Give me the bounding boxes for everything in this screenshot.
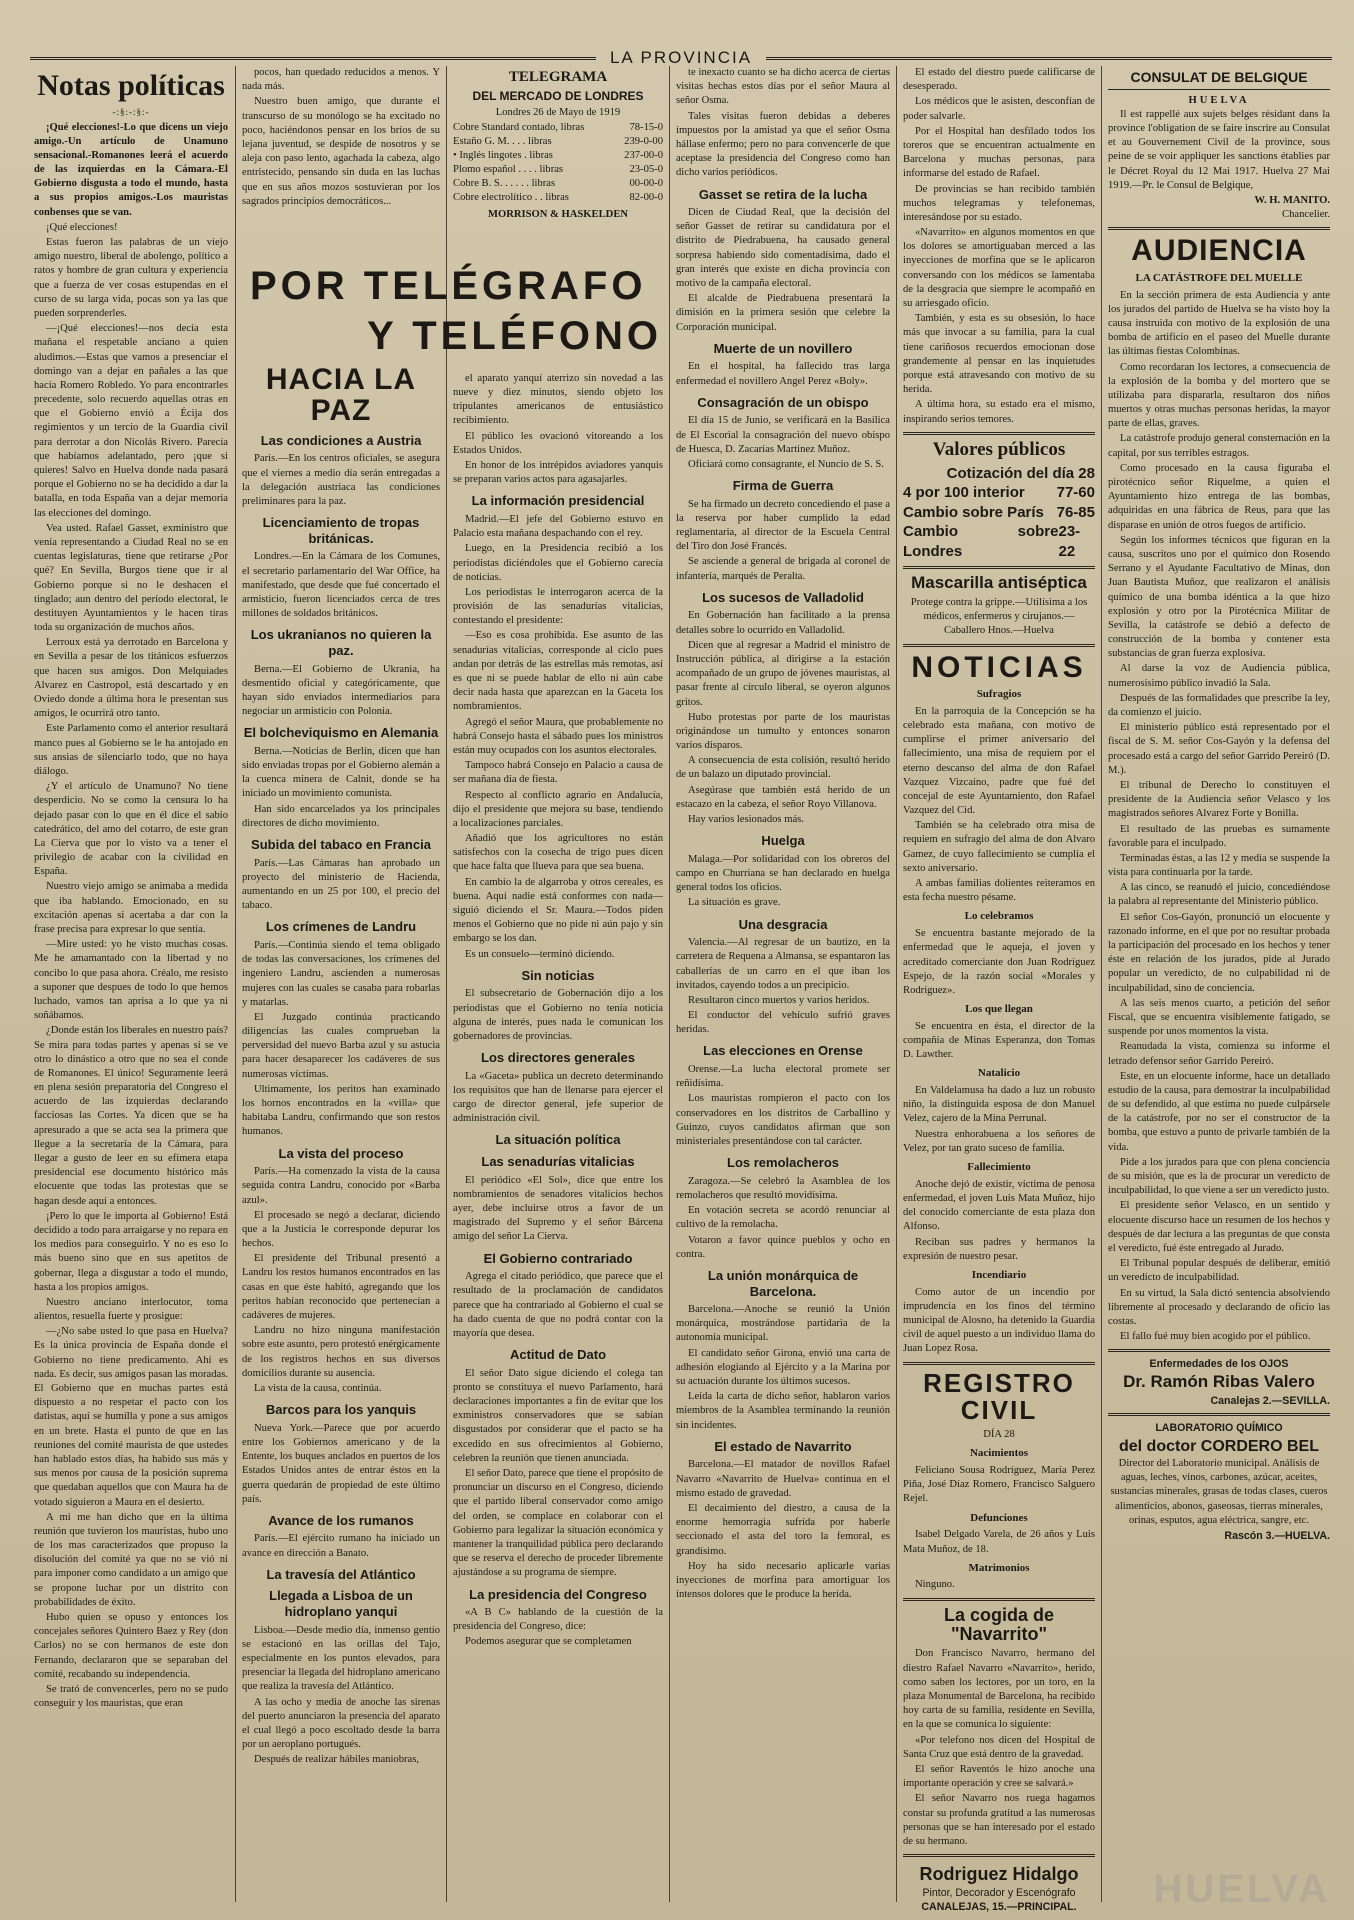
valores-title: Valores públicos	[932, 438, 1066, 460]
paragraph: Los mauristas rompieron el pacto con los conservadores en los distritos de Carballino y Guinzo, cuyos candidatos afirman que son ministeriales presentándose con tal carácter.	[676, 1093, 890, 1147]
paragraph: Por el Hospital han desfilado todos los toreros que se encuentran actualmente en Barcelona y muchas personas, para informarse del estado de Rafael.	[903, 125, 1095, 180]
audiencia-subtitle: LA CATÁSTROFE DEL MUELLE	[1135, 271, 1303, 284]
telegrama-table	[453, 121, 663, 206]
paragraph: La vista de la causa, continúa.	[254, 1382, 382, 1394]
paragraph: Este, en un elocuente informe, hace un detallado estudio de la causa, para demostrar la inculpabilidad de su defendido, al que estima no puede culpársele de la catástrofe, por no ser el constructor de la bomba, que estuvo a punto de privarle también de la vida.	[1108, 1070, 1330, 1153]
ad-name: Rodriguez Hidalgo	[919, 1864, 1079, 1885]
ad-text: Director del Laboratorio municipal. Análisis de aguas, leches, vinos, carbones, azúcar, aceites, sustancias minerales, grasas de todas clases, cueros alimenticios, abonos, gaseosas, tierras minerales, orinas, esputos, agua eléctrica, sangre, etc.	[1110, 1458, 1328, 1526]
col2-body	[242, 452, 440, 1767]
paragraph: En honor de los intrépidos aviadores yanquis se preparan varios actos para agasajarles.	[453, 459, 663, 486]
section-heading: La información presidencial	[471, 493, 645, 509]
paragraph: El subsecretario de Gobernación dijo a los periodistas que el Gobierno no tenía noticia alguna de interés, pues nada le comunican los gobernadores de provincias.	[453, 988, 663, 1042]
paragraph: Valencia.—Al regresar de un bautizo, en la carretera de Requena a Almansa, se espantaron las caballerías de un carro en el que iban los invitados, cayendo todos a un precipicio.	[676, 937, 890, 991]
row-label: Plomo español . . . . libras	[453, 164, 564, 176]
paragraph: —¿No sabe usted lo que pasa en Huelva? Es la única provincia de España donde el Gobierno no tiene predicamento. Ahí es nada. Es decir, sus amigos pasan las moradas. El Gobierno que en muchas partes está dispuesto a no respetar el pacto con los datistas, aquí se humilla y pone a sus amigos en un brete. Hasta el punto de que en las reuniones del comité maurista de que ustedes han hablado estos días, ha habido sus más y sus menos por causa de la posición suprema que quedaban aquellos que con Maura ha de votado siguieron a Maura en el desierto.	[34, 1326, 228, 1508]
cogida-body	[903, 1647, 1095, 1849]
section-heading: Firma de Guerra	[732, 478, 834, 494]
row-value: 23-22	[1058, 523, 1081, 560]
paragraph: Lisboa.—Desde medio día, inmenso gentío se estacionó en las orillas del Tajo, especialmente en los puntos elevados, para presenciar la llegada del hidroplano americano que realiza la travesía del Atlántico.	[242, 1624, 440, 1693]
cogida-title: La cogida de "Navarrito"	[943, 1604, 1055, 1644]
paragraph: Zaragoza.—Se celebró la Asamblea de los remolacheros que resultó movidísima.	[676, 1175, 890, 1201]
paragraph: Hay varios lesionados más.	[688, 814, 804, 826]
paragraph: En la parroquia de la Concepción se ha celebrado esta mañana, con motivo de cumplirse el primer aniversario del fallecimiento, una misa de requiem por el eterno descanso del alma de don Rafael Vazquez Vizcaíno, padre que fué del concejal de este Ayuntamiento, don Rafael Vazquez del Cid.	[903, 705, 1095, 817]
paragraph: El alcalde de Piedrabuena presentará la dimisión en la primera sesión que celebre la Corporación municipal.	[676, 293, 890, 333]
paragraph: París.—Continúa siendo el tema obligado de todas las conversaciones, los crímenes del ingeniero Landru, ascienden a numerosas mujeres con las cuales se casaba para robarlas y matarlas.	[242, 939, 440, 1008]
paragraph: Madrid.—El jefe del Gobierno estuvo en Palacio esta mañana despachando con el rey.	[453, 513, 663, 540]
row-value: 77-60	[1056, 484, 1095, 502]
divider	[1108, 227, 1330, 230]
paragraph: Reanudada la vista, comienza su informe el letrado defensor señor Garrido Pereiró.	[1108, 1041, 1330, 1067]
paragraph: Landru no hizo ninguna manifestación sobre este asunto, pero protestó enérgicamente de los registros hechos en sus diversos domicilios durante su ausencia.	[242, 1325, 440, 1379]
paragraph: ¡Pero lo que le importa al Gobierno! Está decidido a todo para arraigarse y no repara en los medios para conseguirlo. Y no es eso lo más bueno sino que en sus apetitos de gobernar, llega a disgustar a todo el mundo, hasta a los propios amigos.	[34, 1210, 228, 1293]
telegrama-subtitle: DEL MERCADO DE LONDRES	[472, 88, 644, 103]
ad-line: Pintor, Decorador y Escenógrafo	[922, 1887, 1076, 1900]
paragraph: La situación es grave.	[688, 897, 781, 909]
valores-table	[903, 483, 1095, 561]
section-heading: Licenciamiento de tropas británicas.	[262, 515, 420, 546]
section-heading: Sufragios	[976, 688, 1022, 701]
paragraph: Luego, en la Presidencia recibió a los periodistas diciéndoles que el Gobierno carecía de noticias.	[453, 543, 663, 583]
row-label: Estaño G. M. . . . libras	[453, 135, 552, 147]
paragraph: El tribunal de Derecho lo constituyen el presidente de la Audiencia señor Velasco y los magistrados señores Alvarez Forte y Bonilla.	[1108, 779, 1330, 820]
masthead	[30, 48, 1332, 68]
section-heading: Una desgracia	[738, 916, 828, 932]
registro-body	[903, 1446, 1095, 1592]
audiencia-body	[1108, 289, 1330, 1345]
paragraph: París.—Ha comenzado la vista de la causa seguida contra Landru, conocido por «Barba azul».	[242, 1166, 440, 1206]
row-label: Cambio sobre París	[903, 503, 1044, 521]
banner-line-2: Y TELÉFONO	[367, 314, 662, 358]
paragraph: El procesado se negó a declarar, diciendo que a la Justicia le corresponde depurar los hechos.	[242, 1209, 440, 1250]
paragraph: —Mire usted: yo he visto muchas cosas. Me he amamantado con la libertad y no concibo lo que pasa ahora. Créalo, me resisto a suponer que despues de todo lo que hemos luchado, vamos tan aprisa a lo que ya ni soñábamos.	[34, 939, 228, 1022]
paragraph: Después de las formalidades que prescribe la ley, da comienzo el juicio.	[1108, 692, 1330, 719]
ad-name: Dr. Ramón Ribas Valero	[1123, 1372, 1315, 1392]
paragraph: Añadió que los agricultores no están satisfechos con la cosecha de trigo pues dicen que hace falta que llueva para que sea buena.	[453, 833, 663, 873]
divider	[1108, 1349, 1330, 1352]
col2-continuation	[242, 66, 440, 209]
paragraph: Hoy ha sido necesario aplicarle varias inyecciones de morfina para amortiguar los intensos dolores que le produce la herida.	[676, 1560, 890, 1601]
paragraph: Leída la carta de dicho señor, hablaron varios miembros de la Asamblea terminando la reunión sin incidentes.	[676, 1391, 890, 1431]
consulat-signature: W. H. MANITO.	[1254, 195, 1330, 206]
section-heading: Defunciones	[970, 1511, 1028, 1524]
section-heading: Gasset se retira de la lucha	[698, 186, 868, 202]
section-heading: Los ukranianos no quieren la paz.	[250, 627, 432, 658]
section-heading: El estado de Navarrito	[714, 1438, 852, 1454]
paragraph: El día 15 de Junio, se verificará en la Basílica de El Escorial la consagración del nuevo obispo de Huesca, D. Zacarías Martinez Muñoz.	[676, 415, 890, 455]
divider	[903, 1362, 1095, 1365]
paragraph: El señor Navarro nos ruega hagamos constar su profunda gratitud a las numerosas personas que se han interesado por el estado de su hermano.	[903, 1793, 1095, 1847]
row-value: 78-15-0	[629, 121, 663, 133]
paragraph: pocos, han quedado reducidos a menos. Y nada más.	[242, 67, 440, 93]
paragraph: Londres.—En la Cámara de los Comunes, el secretario parlamentario del War Office, ha manifestado, que desde que fué concertado el armisticio, fueron licenciados cerca de tres millones de soldados británicos.	[242, 551, 440, 620]
table-row	[453, 163, 663, 177]
table-row	[453, 177, 663, 191]
column-notas-politicas	[34, 66, 228, 1900]
paragraph: A las seis menos cuarto, a petición del señor Fiscal, que se encuentra visiblemente fatigado, se suspende por unos momentos la vista.	[1108, 997, 1330, 1038]
paragraph: Tales visitas fueron debidas a deberes impuestos por la amistad ya que el señor Osma hállase enfermo; pero no para convencerle de que aceptase la presidencia del Congreso como han dicho varios periódicos.	[676, 110, 890, 179]
paragraph: Según los informes técnicos que figuran en la causa, suscritos uno por el químico don Rosendo Serrano y el Ayudante Facultativo de Minas, don Juan Bautista Muñoz, que realizaron el análisis químico de una bomba idéntica a la que hizo explosión y otro por la Pirotécnica Militar de Sevilla, la catástrofe se debió a defecto de construcción de la bomba y contener esta substancias de gran fuerza explosiva.	[1108, 534, 1330, 660]
section-heading: Los crímenes de Landru	[265, 919, 417, 935]
paragraph: El presidente señor Velasco, en un sentido y elocuente discurso hace un resumen de los hechos y después de dar lectura a las preguntas de que consta el veredicto, fué éste entregado al Jurado.	[1108, 1200, 1330, 1254]
divider	[1108, 89, 1330, 90]
paragraph: Nuestro viejo amigo se animaba a medida que iba hablando. Emocionado, en su excitación apenas si acertaba a dar con la frase precisa para expresar lo que sentía.	[34, 881, 228, 936]
paragraph: Oficiará como consagrante, el Nuncio de S. S.	[688, 458, 884, 470]
ad-top: LABORATORIO QUÍMICO	[1155, 1422, 1283, 1435]
masthead-rule-right	[766, 57, 1332, 60]
paragraph: «Navarrito» en algunos momentos en que los dolores se amortiguaban merced a las inyecciones de morfina que se le aplicaron conversando con los médicos se lamentaba de la desgracia que siempre le acompañó en su arriesgado oficio.	[903, 227, 1095, 309]
paragraph: Nuestra enhorabuena a los señores de Velez, por tan grato suceso de familia.	[903, 1128, 1095, 1154]
divider	[1108, 1413, 1330, 1416]
mascarilla-text: Protege contra la grippe.—Utilísima a los médicos, enfermeros y cirujanos.— Caballero Hnos.—Huelva	[910, 596, 1088, 637]
section-heading: Consagración de un obispo	[697, 394, 869, 410]
paragraph: A ambas familias dolientes reiteramos en esta fecha nuestro pésame.	[903, 878, 1095, 904]
registro-day: DÍA 28	[983, 1429, 1015, 1441]
section-heading: Natalicio	[977, 1067, 1021, 1080]
paragraph: Se ha firmado un decreto concediendo el pase a la reserva por haber cumplido la edad reglamentaria, al director de la Escuela Central del Tiro don José Francés.	[676, 498, 890, 553]
noticias-body	[903, 687, 1095, 1357]
paragraph: El decaimiento del diestro, a causa de la enorme hemorragia sufrida por haberle seccionado el asta del toro la femoral, es grandísimo.	[676, 1502, 890, 1557]
paragraph: Berna.—Noticias de Berlín, dicen que han sido enviadas tropas por el Gobierno alemán a la cuenca minera de Calnit, donde se ha iniciado un movimiento comunista.	[242, 745, 440, 800]
paragraph: En el hospital, ha fallecido tras larga enfermedad el novillero Angel Perez «Boly».	[676, 361, 890, 387]
notas-intro: ¡Qué elecciones!-Lo que dicens un viejo amigo.-Un artículo de Unamuno sensacional.-Romanones leerá el acuerdo de las izquierdas en la Cámara.-El Gobierno disgusta a todo el mundo, hasta a sus propios amigos.-Los mauristas conbenses que se van.	[34, 121, 228, 218]
paragraph: el aparato yanquí aterrizo sin novedad a las nueve y diez minutos, siendo objeto los tripulantes americanos de entusiástico recibimiento.	[453, 372, 663, 427]
paragraph: Vea usted. Rafael Gasset, exministro que venía representando a Ciudad Real no se en cuentas legislaturas, tiene que retirarse ¿Por qué? En Sevilla, Burgos tiene que ir al Gobierno porque si no le deshacen el tinglado; aun dentro del período electoral, le destituyen Ayuntamientos y le hacen tiras toda su organización de muchos años.	[34, 522, 228, 634]
paragraph: También, y esta es su obsesión, lo hace más que invocar a su familia, para la cual tiene cariñosos recuerdos emocionan dose grandemente al pensar en las inquietudes porque está atravesando con motivo de su herida.	[903, 313, 1095, 396]
row-value: 00-00-0	[629, 178, 663, 190]
paragraph: En Gobernación han facilitado a la prensa detalles sobre lo ocurrido en Valladolid.	[676, 610, 890, 636]
paragraph: Han sido encarcelados ya los principales directores de dicho movimiento.	[242, 803, 440, 829]
table-row	[453, 121, 663, 135]
section-heading: Incendiario	[971, 1268, 1027, 1281]
paragraph: te inexacto cuanto se ha dicho acerca de ciertas visitas hechas estos días por el señor Maura al señor Osma.	[676, 67, 890, 107]
paragraph: Paris.—El ejército rumano ha iniciado un avance en dirección a Banato.	[242, 1533, 440, 1559]
paragraph: —Eso es cosa prohibida. Ese asunto de las senadurías vitalicias, corresponde al ciclo pues andan por detrás de las estrellas más remotas, así es que ni se puede hablar de ello ni aún cabe decir nada hasta que aparezcan en la Gaceta los nombramientos.	[453, 630, 663, 713]
section-heading: Sin noticias	[521, 967, 595, 983]
paragraph: A las ocho y media de anoche las sirenas del puerto anunciaron la presencia del aparato el cual llegó a poco escoltado desde la barra por un aeroplano portugués.	[242, 1696, 440, 1751]
paragraph: Como autor de un incendio por imprudencia en los finos del término municipal de Alosno, ha detenido la Guardia civil de aquel puesto a un individuo llama do Juan Lopez Rosa.	[903, 1286, 1095, 1355]
mascarilla-title: Mascarilla antiséptica	[911, 573, 1087, 593]
section-heading: Los remolacheros	[727, 1155, 839, 1171]
ad-address: Rascón 3.—HUELVA.	[1224, 1530, 1330, 1542]
col4-body	[676, 66, 890, 1602]
section-heading: Actitud de Dato	[509, 1347, 607, 1363]
paragraph: El público les ovacionó vitoreando a los Estados Unidos.	[453, 430, 663, 456]
table-row	[453, 149, 663, 163]
paragraph: «A B C» hablando de la cuestión de la presidencia del Congreso, dice:	[453, 1607, 663, 1633]
col3-body	[453, 372, 663, 1650]
column-divider	[896, 66, 897, 1902]
paragraph: El candidato señor Girona, envió una carta de adhesión elogiando al Ejército y a la Marina por su actuación durante los últimos sucesos.	[676, 1347, 890, 1388]
telegrama-date: Londres 26 de Mayo de 1919	[495, 107, 621, 119]
paragraph: El resultado de las pruebas es sumamente favorable para el inculpado.	[1108, 823, 1330, 849]
section-heading: La vista del proceso	[278, 1145, 404, 1161]
paragraph: Barcelona.—Anoche se reunió la Unión monárquica, mostrándose partidaria de la autonomía municipal.	[676, 1304, 890, 1344]
section-heading: La travesía del Atlántico	[266, 1566, 416, 1582]
row-label: 4 por 100 interior	[903, 484, 1025, 502]
column-noticias-nacionales	[676, 66, 890, 1900]
paragraph: A mi me han dicho que en la última reunión que tuvieron los mauristas, hubo uno de los mas caracterizados que propuso la disolución del comité ya que no se vió ni para imponer como candidato a un amigo que se propone luchar por un distrito con probabilidades de éxito.	[34, 1511, 228, 1608]
paragraph: Malaga.—Por solidaridad con los obreros del campo en Churriana se han declarado en huelga general todos los oficios.	[676, 853, 890, 894]
rodriguez-hidalgo-ad	[903, 1862, 1095, 1914]
table-row	[453, 191, 663, 205]
paragraph: ¿Donde están los liberales en nuestro país? Se mira para todas partes y apenas si se ve otro lo dinástico a otro que no sea el conde de Romanones. El único! Seguramente leerá en plena sesión preparatoria del Congreso el acuerdo de las izquierdas declarando facciosas las Cortes. Ya dicen que se ha apresurado a que se acta sea la primera que llegue a la secretaría de la Cámara, para llegar a gusto de leer en su efímera etapa presidencial ese documento histórico más elocuente que todas las protestas que se hagan desde aquí a entonces.	[34, 1025, 228, 1207]
ornament: -:§:-:§:-	[112, 106, 150, 117]
notas-body	[34, 221, 228, 1712]
row-label: Cambio sobre Londres	[903, 523, 1059, 560]
section-heading: Barcos para los yanquis	[265, 1402, 417, 1418]
paragraph: ¿Y el artículo de Unamuno? No tiene desperdicio. No se como la censura lo ha dejado pasar con lo que en él dice el sabio catedrático, del amo del cotarro, de este gran La Cierva que por lo visto va a tener el privilegio de acabar con la civilidad en España.	[34, 781, 228, 878]
section-heading: El bolcheviquismo en Alemania	[243, 725, 439, 741]
paragraph: En su virtud, la Sala dictó sentencia absolviendo libremente al procesado y declarando de oficio las costas.	[1108, 1287, 1330, 1327]
paragraph: En la sección primera de esta Audiencia y ante los jurados del partido de Huelva se ha visto hoy la causa instruida con motivo de la explosión de una bomba de artificio en el paseo del Muelle durante las últimas fiestas Colombinas.	[1108, 289, 1330, 358]
table-row	[903, 503, 1095, 523]
paragraph: Hubo protestas por parte de los mauristas originándose un tumulto y entonces sonaron varios disparos.	[676, 711, 890, 752]
paragraph: El ministerio público está representado por el fiscal de S. M. señor Cos-Gayón y la defensa del procesado está a cargo del señor Garrido Pereiró (D. M.).	[1108, 722, 1330, 776]
laboratorio-ad	[1108, 1421, 1330, 1543]
divider	[903, 644, 1095, 647]
valores-date: Cotización del día 28	[946, 464, 1095, 482]
paragraph: También se ha celebrado otra misa de requiem en sufragio del alma de don Alvaro Gamez, de cuyo fallecimiento se cumplía el sexto aniversario.	[903, 820, 1095, 874]
section-heading: Llegada a Lisboa de un hidroplano yanqui	[269, 1588, 413, 1620]
paragraph: Los médicos que le asisten, desconfían de poder salvarle.	[903, 96, 1095, 122]
section-heading: Nacimientos	[969, 1447, 1029, 1460]
paragraph: El señor Dato, parece que tiene el propósito de pronunciar un discurso en el Congreso, diciendo que el partido liberal conservador como amigo del orden, se complace en colaborar con el Gobierno para legalizar la situación económica y mantener la tranquilidad pública pero declarando que se reserva el derecho de proceder libremente ajustándose a su programa de siempre.	[453, 1468, 663, 1579]
paragraph: Como recordaran los lectores, a consecuencia de la explosión de la bomba y del mortero que se utilizaba para dispararla, resultaron dos niños muertos y otras muchas personas heridas, la mayor parte de ellas, graves.	[1108, 361, 1330, 430]
column-telegrama	[453, 66, 663, 1900]
paragraph: El estado del diestro puede calificarse de desesperado.	[903, 67, 1095, 93]
paragraph: Al darse la voz de Audiencia pública, numerosísimo público invadió la Sala.	[1108, 663, 1330, 689]
row-value: 237-00-0	[624, 149, 663, 161]
paragraph: La «Gaceta» publica un decreto determinando los requisitos que han de llenarse para ejercer el cargo de director general, jefe superior de administración civil.	[453, 1070, 663, 1125]
paragraph: Dicen de Ciudad Real, que la decisión del señor Gasset de retirar su candidatura por el distrito de Piedrabuena, ha causado general sorpresa habiendo sido comentadísima, dado el gran interés que existe en dicha provincia con motivo de la campaña electoral.	[676, 207, 890, 290]
paragraph: «Por telefono nos dicen del Hospital de Santa Cruz que está dentro de la gravedad.	[903, 1734, 1095, 1760]
section-heading: La unión monárquica de Barcelona.	[707, 1267, 859, 1299]
masthead-rule-left	[30, 57, 596, 60]
paragraph: Se asciende a general de brigada al coronel de infantería, marqués de Peralta.	[676, 556, 890, 582]
consulat-title: CONSULAT DE BELGIQUE	[1130, 69, 1308, 85]
notas-politicas-title: Notas políticas	[37, 69, 225, 102]
telegrama-title: TELEGRAMA	[508, 69, 608, 85]
paragraph: Resultaron cinco muertos y varios heridos.	[688, 994, 870, 1006]
consulat-role: Chancelier.	[1282, 209, 1330, 221]
paragraph: El señor Raventós le hizo anoche una importante operación y cree se salvará.»	[903, 1763, 1095, 1790]
table-row	[903, 522, 1095, 561]
watermark: HUELVA	[1153, 1867, 1330, 1911]
row-label: Cobre B. S. . . . . . libras	[453, 178, 556, 190]
row-value: 82-00-0	[629, 192, 663, 204]
audiencia-title: AUDIENCIA	[1131, 234, 1307, 268]
row-value: 239-0-00	[624, 135, 663, 147]
paragraph: Estas fueron las palabras de un viejo amigo nuestro, liberal de abolengo, político a ratos y hombre de gran cultura y experiencia que a fuerza de ver cosas estupendas en el curso de su larga vida, pocas son ya las que pueden sorprenderles.	[34, 237, 228, 319]
paragraph: Terminadas éstas, a las 12 y media se suspende la vista para continuarla por la tarde.	[1108, 852, 1330, 879]
paragraph: Dicen que al regresar a Madrid el ministro de Instrucción pública, al dirigirse a la estación acompañado de un grupo de jóvenes mauristas, al pasar frente al círculo liberal, se oyeron algunos gritos.	[676, 639, 890, 708]
telegrama-signature: MORRISON & HASKELDEN	[487, 208, 629, 220]
paragraph: Se encuentra en ésta, el director de la compañía de Minas Esperanza, don Tomas D. Lawther.	[903, 1020, 1095, 1061]
paragraph: Berna.—El Gobierno de Ukrania, ha desmentido oficial y categóricamente, que hayan sido enviados intermediarios para negociar un armisticio con Polonia.	[242, 663, 440, 718]
paragraph: Como procesado en la causa figuraba el pirotécnico señor Riquelme, a quien el Ayuntamiento hizo entrega de las bombas, adquiridas en una fábrica de Reus, para que las disparase en unión de otros fuegos de artificio.	[1108, 462, 1330, 531]
paragraph: La catástrofe produjo general consternación en la capital, por sus terribles estragos.	[1108, 433, 1330, 459]
paragraph: El fallo fué muy bien acogido por el público.	[1120, 1331, 1311, 1343]
paragraph: Anoche dejó de existir, víctima de penosa enfermedad, el joven Luis Mata Muñoz, hijo del conocido comerciante de esta plaza don Alfonso.	[903, 1178, 1095, 1233]
ad-name: del doctor CORDERO BEL	[1118, 1437, 1319, 1455]
paragraph: El periódico «El Sol», dice que entre los nombramientos de senadores vitalicios hechos ayer, debe incluirse otros a favor de un magistrado del Supremo y el señor Bárcena amigo del señor La Cierva.	[453, 1174, 663, 1243]
section-heading: Las condiciones a Austria	[260, 432, 422, 448]
paragraph: —¡Qué elecciones!—nos decía esta mañana el respetable anciano a quien aludimos.—Estas que vamos a presenciar el domingo van a dejar en pañales a las que hacía Romero Robledo. Yo para encontrarles precedente, solo recuerdo aquellas otras en que el Gobierno envió a Écija dos regimientos y un tercio de la Guardia civil para derrotar a don Nicolás Rivero. Parecía que habíamos adelantado, pero ¡que si quieres! Salvo en Huelva donde nada pasará porque el Gobierno no se ha decidido a dar la batalla, en toda España van a dejar memoria las elecciones del domingo.	[34, 323, 228, 519]
paragraph: Feliciano Sousa Rodríguez, María Perez Piña, José Díaz Romero, Francisco Salguero Rejel.	[903, 1465, 1095, 1505]
column-divider	[1101, 66, 1102, 1902]
section-heading: Avance de los rumanos	[268, 1512, 414, 1528]
section-heading: El Gobierno contrariado	[483, 1250, 633, 1266]
paragraph: El conductor del vehículo sufrió graves heridas.	[676, 1010, 890, 1036]
paragraph: Respecto al conflicto agrario en Andalucía, dijo el presidente que mejora su base, tendiendo a localizaciones parciales.	[453, 789, 663, 829]
paragraph: En cambio la de algarroba y otros cereales, es buena. Aquí nadie está conformes con nada—siguió diciendo el Sr. Maura.—Todos piden menos el Gobierno que no pide ni aún pajo y sin embargo se los dan.	[453, 876, 663, 945]
paragraph: En votación secreta se acordó renunciar al cultivo de la remolacha.	[676, 1205, 890, 1231]
paragraph: Nueva York.—Parece que por acuerdo entre los Gobiernos americano y de la Entente, los buques anclados en puertos de los Estados Unidos antes de entrar éstos en la guerra quedarán de propiedad de este último país.	[242, 1422, 440, 1505]
ojos-ad	[1108, 1357, 1330, 1408]
paragraph: Reciban sus padres y hermanos la expresión de nuestro pesar.	[903, 1236, 1095, 1262]
paragraph: París.—Las Cámaras han aprobado un proyecto del ministerio de Hacienda, aumentando en un 25 por 100, el precio del tabaco.	[242, 857, 440, 912]
masthead-title: LA PROVINCIA	[609, 48, 753, 67]
section-heading: Subida del tabaco en Francia	[251, 837, 431, 852]
col5-continuation	[903, 66, 1095, 427]
consulat-text: Il est rappellé aux sujets belges résidant dans la province l'obligation de se faire inscrire au Consulat et au Gouvernement Civil de la province, sous peine de se voir appliquer les sanctions établies par le Décret Royal du 12 Mai 1917. Huelva 27 Mai 1919.—Pr. le Consul de Belgique,	[1108, 108, 1330, 191]
paragraph: Agrega el citado periódico, que parece que el resultado de la proclamación de candidatos parece que ha contrariado al Gobierno el cual se ha dado cuenta de que no podrá contar con la mayoría que desea.	[453, 1271, 663, 1339]
row-label: Cobre electrolítico . . libras	[453, 192, 569, 204]
ad-address: Canalejas 2.—SEVILLA.	[1210, 1395, 1330, 1408]
paragraph: Pide a los jurados para que con plena conciencia de su misión, que es la de procurar un veredicto de inculpabilidad, lo que viene a ser un veredicto justo.	[1108, 1156, 1330, 1197]
banner-line-1: POR TELÉGRAFO	[250, 264, 647, 308]
paragraph: Nuestro anciano interlocutor, toma alientos, resuella fuerte y prosigue:	[34, 1296, 228, 1323]
paragraph: Ultimamente, los peritos han examinado los hornos encontrados en la «villa» que habitaba Landru, confirmando que son restos humanos.	[242, 1083, 440, 1138]
paragraph: En Valdelamusa ha dado a luz un robusto niño, la distinguida esposa de don Manuel Velez, cajero de la Mina Perrunal.	[903, 1085, 1095, 1125]
paragraph: El presidente del Tribunal presentó a Landru los restos humanos encontrados en las casas en que éste habitó, agregando que los peritos habían reconocido que pertenecían a cadáveres de mujeres.	[242, 1253, 440, 1322]
paragraph: Ninguno.	[915, 1579, 955, 1591]
row-label: Cobre Standard contado, libras	[453, 121, 585, 133]
paragraph: A consecuencia de esta colisión, resultó herido de un balazo un diputado provincial.	[676, 755, 890, 781]
consulat-city: HUELVA	[1188, 94, 1250, 106]
section-heading: Matrimonios	[968, 1561, 1030, 1574]
paragraph: Asegúrase que también está herido de un estacazo en la cabeza, el señor Royo Villanova.	[676, 784, 890, 810]
section-heading: Los directores generales	[481, 1050, 635, 1066]
ad-address: CANALEJAS, 15.—PRINCIPAL.	[921, 1901, 1077, 1914]
paragraph: El Tribunal popular después de deliberar, emitió un veredicto de inculpabilidad.	[1108, 1258, 1330, 1284]
paragraph: Nuestro buen amigo, que durante el transcurso de su monólogo se ha excitado no poco, haciéndonos pensar en los bríos de su lejana juventud, se despide de nosotros y se aleja con paso lento, agachada la cabeza, algo entristecido, pensando sin duda en las luchas que en sus años mozos sostuvieran por los sagrados principios democráticos...	[242, 96, 440, 207]
paragraph: Votaron a favor quince pueblos y ocho en contra.	[676, 1234, 890, 1260]
paragraph: A última hora, su estado era el mismo, inspirando serios temores.	[903, 399, 1095, 425]
column-divider	[669, 66, 670, 1902]
divider	[903, 1854, 1095, 1857]
registro-civil-title: REGISTRO CIVIL	[923, 1367, 1075, 1425]
paragraph: A las cinco, se reanudó el juicio, concediéndose la palabra al representante del Ministerio público.	[1108, 882, 1330, 908]
noticias-title: NOTICIAS	[911, 650, 1087, 684]
paragraph: Orense.—La lucha electoral promete ser reñidísima.	[676, 1064, 890, 1090]
paragraph: Podemos asegurar que se completamen	[465, 1636, 632, 1648]
section-heading: Las elecciones en Orense	[703, 1043, 863, 1059]
row-value: 23-05-0	[629, 164, 663, 176]
section-heading: Las senadurías vitalicias	[481, 1154, 635, 1170]
paragraph: Hubo quien se opuso y entonces los concejales señores Quintero Baez y Rey (don Carlos) no se con hermanos de este don Fernando, declararon que se separaban del comité, recabando su independencia.	[34, 1612, 228, 1680]
paragraph: ¡Qué elecciones!	[46, 221, 118, 233]
divider	[903, 432, 1095, 435]
paragraph: Se trató de convencerles, pero no se pudo conseguir y los mauristas, que eran	[34, 1683, 228, 1710]
section-heading: Los sucesos de Valladolid	[702, 589, 864, 605]
section-heading: La situación política	[495, 1132, 621, 1148]
paragraph: Los periodistas le interrogaron acerca de la provisión de las senadurías vitalicias, contestando el presidente:	[453, 586, 663, 627]
table-row	[903, 483, 1095, 503]
ad-top: Enfermedades de los OJOS	[1149, 1358, 1289, 1371]
column-noticias	[903, 66, 1095, 1914]
paragraph: Don Francisco Navarro, hermano del diestro Rafael Navarro «Navarrito», herido, como saben los lectores, por un toro, en la plaza Monumental de Barcelona, ha recibido hoy carta de su familia, residente en Sevilla, en la que se comunica lo siguiente:	[903, 1648, 1095, 1731]
column-divider	[235, 66, 236, 1902]
paragraph: Después de realizar hábiles maniobras,	[254, 1754, 420, 1766]
table-row	[453, 135, 663, 149]
paragraph: Agregó el señor Maura, que probablemente no habrá Consejo hasta el sábado pues los ministros están muy ocupados con los asuntos electorales.	[453, 716, 663, 756]
paragraph: El señor Dato sigue diciendo el colega tan pronto se constituya el nuevo Parlamento, hará declaraciones importantes a fin de evitar que los exministros conservadores que se sabían disgustados por considerar que el pacto se ha excedido en sus ofrecimientos al Gobierno, celebren la reunión que tienen anunciada.	[453, 1367, 663, 1464]
hacia-la-paz-title: HACIA LA PAZ	[265, 362, 417, 428]
paragraph: Se encuentra bastante mejorado de la enfermedad que le aqueja, el joven y acreditado comerciante don Juan Rodríguez Espejo, de la razón social «Morales y Rodríguez».	[903, 928, 1095, 996]
row-value: 76-85	[1056, 503, 1095, 521]
column-audiencia	[1108, 66, 1330, 1900]
section-heading: Huelga	[761, 833, 805, 849]
paragraph: El Juzgado continúa practicando diligencias las cuales comprueban la perversidad del nuevo Barba azul y su astucia para hacer desaparecer los cadáveres de sus numerosas víctimas.	[242, 1011, 440, 1080]
paragraph: Paris.—En los centros oficiales, se asegura que el viernes a medio día serán entregadas a la delegación austriaca las condiciones preliminares para la paz.	[242, 453, 440, 508]
paragraph: Tampoco habrá Consejo en Palacio a causa de ser mañana día de fiesta.	[453, 760, 663, 786]
paragraph: Lerroux está ya derrotado en Barcelona y en Sevilla a pesar de los titánicos esfuerzos que hacen sus amigos. Don Melquiades Alvarez en Castropol, está descartado y en Oviedo donde a última hora le presentan sus amigos, le ocurrirá otro tanto.	[34, 637, 228, 720]
section-heading: Lo celebramos	[964, 910, 1034, 923]
paragraph: El señor Cos-Gayón, pronunció un elocuente y razonado informe, en el que por no resultar probada la participación del procesado en los hechos y tener éste en relación de los jurados, pide al Jurado popular un veredicto, de no culpabilidad ni de inculpabilidad, sino de conciencia.	[1108, 911, 1330, 994]
paragraph: De provincias se han recibido también muchos telegramas y telefonemas, interesándose por su estado.	[903, 183, 1095, 223]
paragraph: Este Parlamento como el anterior resultará manco pues al Gobierno se le ha antojado en sus ansias de silenciarlo todo, que no haya diálogo.	[34, 723, 228, 777]
section-heading: Muerte de un novillero	[713, 340, 853, 356]
paragraph: Isabel Delgado Varela, de 26 años y Luis Mata Muñoz, de 18.	[903, 1529, 1095, 1555]
paragraph: Es un consuelo—terminó diciendo.	[465, 948, 615, 960]
row-label: • Inglés lingotes . libras	[453, 149, 553, 161]
divider	[903, 1598, 1095, 1601]
paragraph: Barcelona.—El matador de novillos Rafael Navarro «Navarrito de Huelva» continua en el mismo estado de gravedad.	[676, 1459, 890, 1499]
section-heading: Los que llegan	[965, 1003, 1033, 1016]
section-heading: La presidencia del Congreso	[469, 1586, 647, 1602]
section-heading: Fallecimiento	[967, 1161, 1031, 1174]
divider	[903, 566, 1095, 569]
